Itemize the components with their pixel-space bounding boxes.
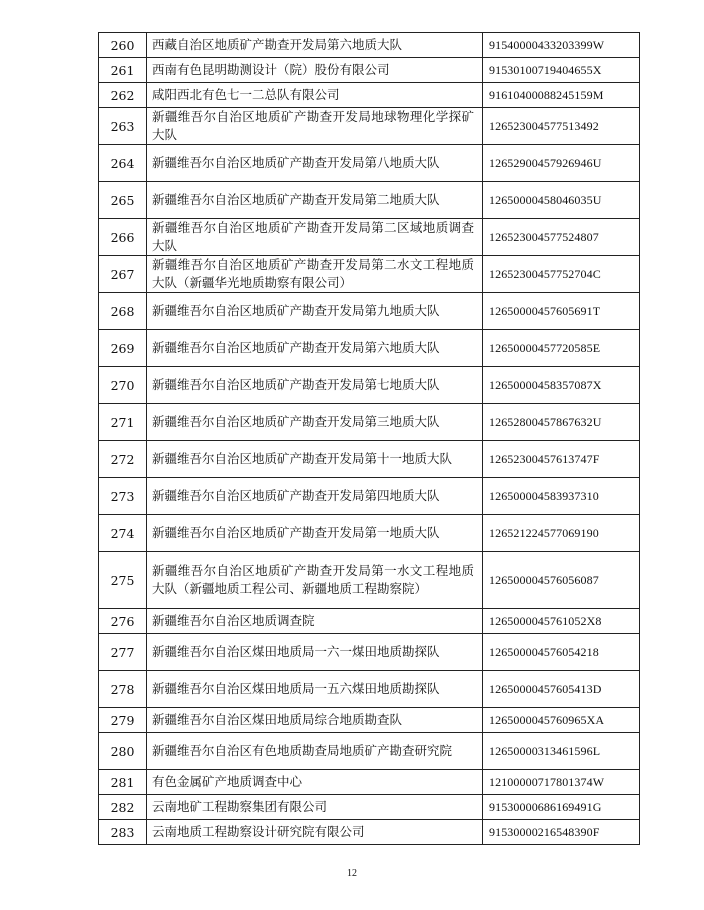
registry-table (98, 32, 640, 845)
org-name: 新疆维吾尔自治区有色地质勘查局地质矿产勘查研究院 (147, 733, 483, 770)
table-row (99, 404, 640, 441)
org-name: 新疆维吾尔自治区地质矿产勘查开发局第四地质大队 (147, 478, 483, 515)
table-row (99, 256, 640, 293)
row-number: 261 (99, 58, 147, 83)
table-row (99, 795, 640, 820)
credit-code: 126523004577513492 (483, 108, 640, 145)
org-name: 新疆维吾尔自治区地质矿产勘查开发局第三地质大队 (147, 404, 483, 441)
org-name: 新疆维吾尔自治区地质矿产勘查开发局第一水文工程地质大队（新疆地质工程公司、新疆地质工程勘察院） (147, 552, 483, 609)
org-name: 西南有色昆明勘测设计（院）股份有限公司 (147, 58, 483, 83)
org-name: 新疆维吾尔自治区地质矿产勘查开发局地球物理化学探矿大队 (147, 108, 483, 145)
credit-code: 12650000313461596L (483, 733, 640, 770)
credit-code: 126521224577069190 (483, 515, 640, 552)
row-number: 283 (99, 820, 147, 845)
org-name: 新疆维吾尔自治区地质矿产勘查开发局第一地质大队 (147, 515, 483, 552)
table-row (99, 182, 640, 219)
credit-code: 12652800457867632U (483, 404, 640, 441)
credit-code: 126523004577524807 (483, 219, 640, 256)
row-number: 278 (99, 671, 147, 708)
credit-code: 91530000686169491G (483, 795, 640, 820)
table-row (99, 219, 640, 256)
table-row (99, 770, 640, 795)
credit-code: 12650000457605413D (483, 671, 640, 708)
row-number: 271 (99, 404, 147, 441)
credit-code: 1265000045760965XA (483, 708, 640, 733)
table-row (99, 634, 640, 671)
org-name: 新疆维吾尔自治区地质矿产勘查开发局第十一地质大队 (147, 441, 483, 478)
row-number: 275 (99, 552, 147, 609)
table-row (99, 552, 640, 609)
table-row (99, 708, 640, 733)
row-number: 281 (99, 770, 147, 795)
org-name: 咸阳西北有色七一二总队有限公司 (147, 83, 483, 108)
credit-code: 91530000216548390F (483, 820, 640, 845)
credit-code: 12652900457926946U (483, 145, 640, 182)
table-body (99, 33, 640, 845)
credit-code: 12650000458357087X (483, 367, 640, 404)
row-number: 265 (99, 182, 147, 219)
credit-code: 91610400088245159M (483, 83, 640, 108)
table-row (99, 478, 640, 515)
table-row (99, 441, 640, 478)
credit-code: 91530100719404655X (483, 58, 640, 83)
table-row (99, 609, 640, 634)
credit-code: 126500004583937310 (483, 478, 640, 515)
credit-code: 12652300457752704C (483, 256, 640, 293)
org-name: 新疆维吾尔自治区煤田地质局综合地质勘查队 (147, 708, 483, 733)
org-name: 新疆维吾尔自治区煤田地质局一六一煤田地质勘探队 (147, 634, 483, 671)
row-number: 267 (99, 256, 147, 293)
row-number: 272 (99, 441, 147, 478)
org-name: 新疆维吾尔自治区地质矿产勘查开发局第二地质大队 (147, 182, 483, 219)
credit-code: 12650000457605691T (483, 293, 640, 330)
org-name: 新疆维吾尔自治区地质矿产勘查开发局第二水文工程地质大队（新疆华光地质勘察有限公司） (147, 256, 483, 293)
row-number: 279 (99, 708, 147, 733)
org-name: 新疆维吾尔自治区地质矿产勘查开发局第二区域地质调查大队 (147, 219, 483, 256)
row-number: 277 (99, 634, 147, 671)
row-number: 260 (99, 33, 147, 58)
table-row (99, 515, 640, 552)
org-name: 云南地矿工程勘察集团有限公司 (147, 795, 483, 820)
table-row (99, 733, 640, 770)
credit-code: 126500004576054218 (483, 634, 640, 671)
table-row (99, 33, 640, 58)
org-name: 西藏自治区地质矿产勘查开发局第六地质大队 (147, 33, 483, 58)
org-name: 新疆维吾尔自治区地质矿产勘查开发局第七地质大队 (147, 367, 483, 404)
row-number: 266 (99, 219, 147, 256)
table-row (99, 108, 640, 145)
row-number: 270 (99, 367, 147, 404)
table-row (99, 58, 640, 83)
org-name: 新疆维吾尔自治区地质调查院 (147, 609, 483, 634)
org-name: 云南地质工程勘察设计研究院有限公司 (147, 820, 483, 845)
page-number: 12 (347, 868, 357, 879)
credit-code: 12650000458046035U (483, 182, 640, 219)
row-number: 280 (99, 733, 147, 770)
org-name: 新疆维吾尔自治区地质矿产勘查开发局第六地质大队 (147, 330, 483, 367)
credit-code: 126500004576056087 (483, 552, 640, 609)
org-name: 有色金属矿产地质调查中心 (147, 770, 483, 795)
table-row (99, 367, 640, 404)
table-row (99, 671, 640, 708)
table-row (99, 820, 640, 845)
row-number: 269 (99, 330, 147, 367)
table-row (99, 330, 640, 367)
table-row (99, 83, 640, 108)
credit-code: 91540000433203399W (483, 33, 640, 58)
row-number: 264 (99, 145, 147, 182)
org-name: 新疆维吾尔自治区煤田地质局一五六煤田地质勘探队 (147, 671, 483, 708)
row-number: 268 (99, 293, 147, 330)
credit-code: 12100000717801374W (483, 770, 640, 795)
table-row (99, 145, 640, 182)
credit-code: 12650000457720585E (483, 330, 640, 367)
row-number: 262 (99, 83, 147, 108)
row-number: 274 (99, 515, 147, 552)
row-number: 276 (99, 609, 147, 634)
row-number: 282 (99, 795, 147, 820)
credit-code: 12652300457613747F (483, 441, 640, 478)
credit-code: 1265000045761052X8 (483, 609, 640, 634)
org-name: 新疆维吾尔自治区地质矿产勘查开发局第八地质大队 (147, 145, 483, 182)
org-name: 新疆维吾尔自治区地质矿产勘查开发局第九地质大队 (147, 293, 483, 330)
row-number: 263 (99, 108, 147, 145)
row-number: 273 (99, 478, 147, 515)
table-row (99, 293, 640, 330)
